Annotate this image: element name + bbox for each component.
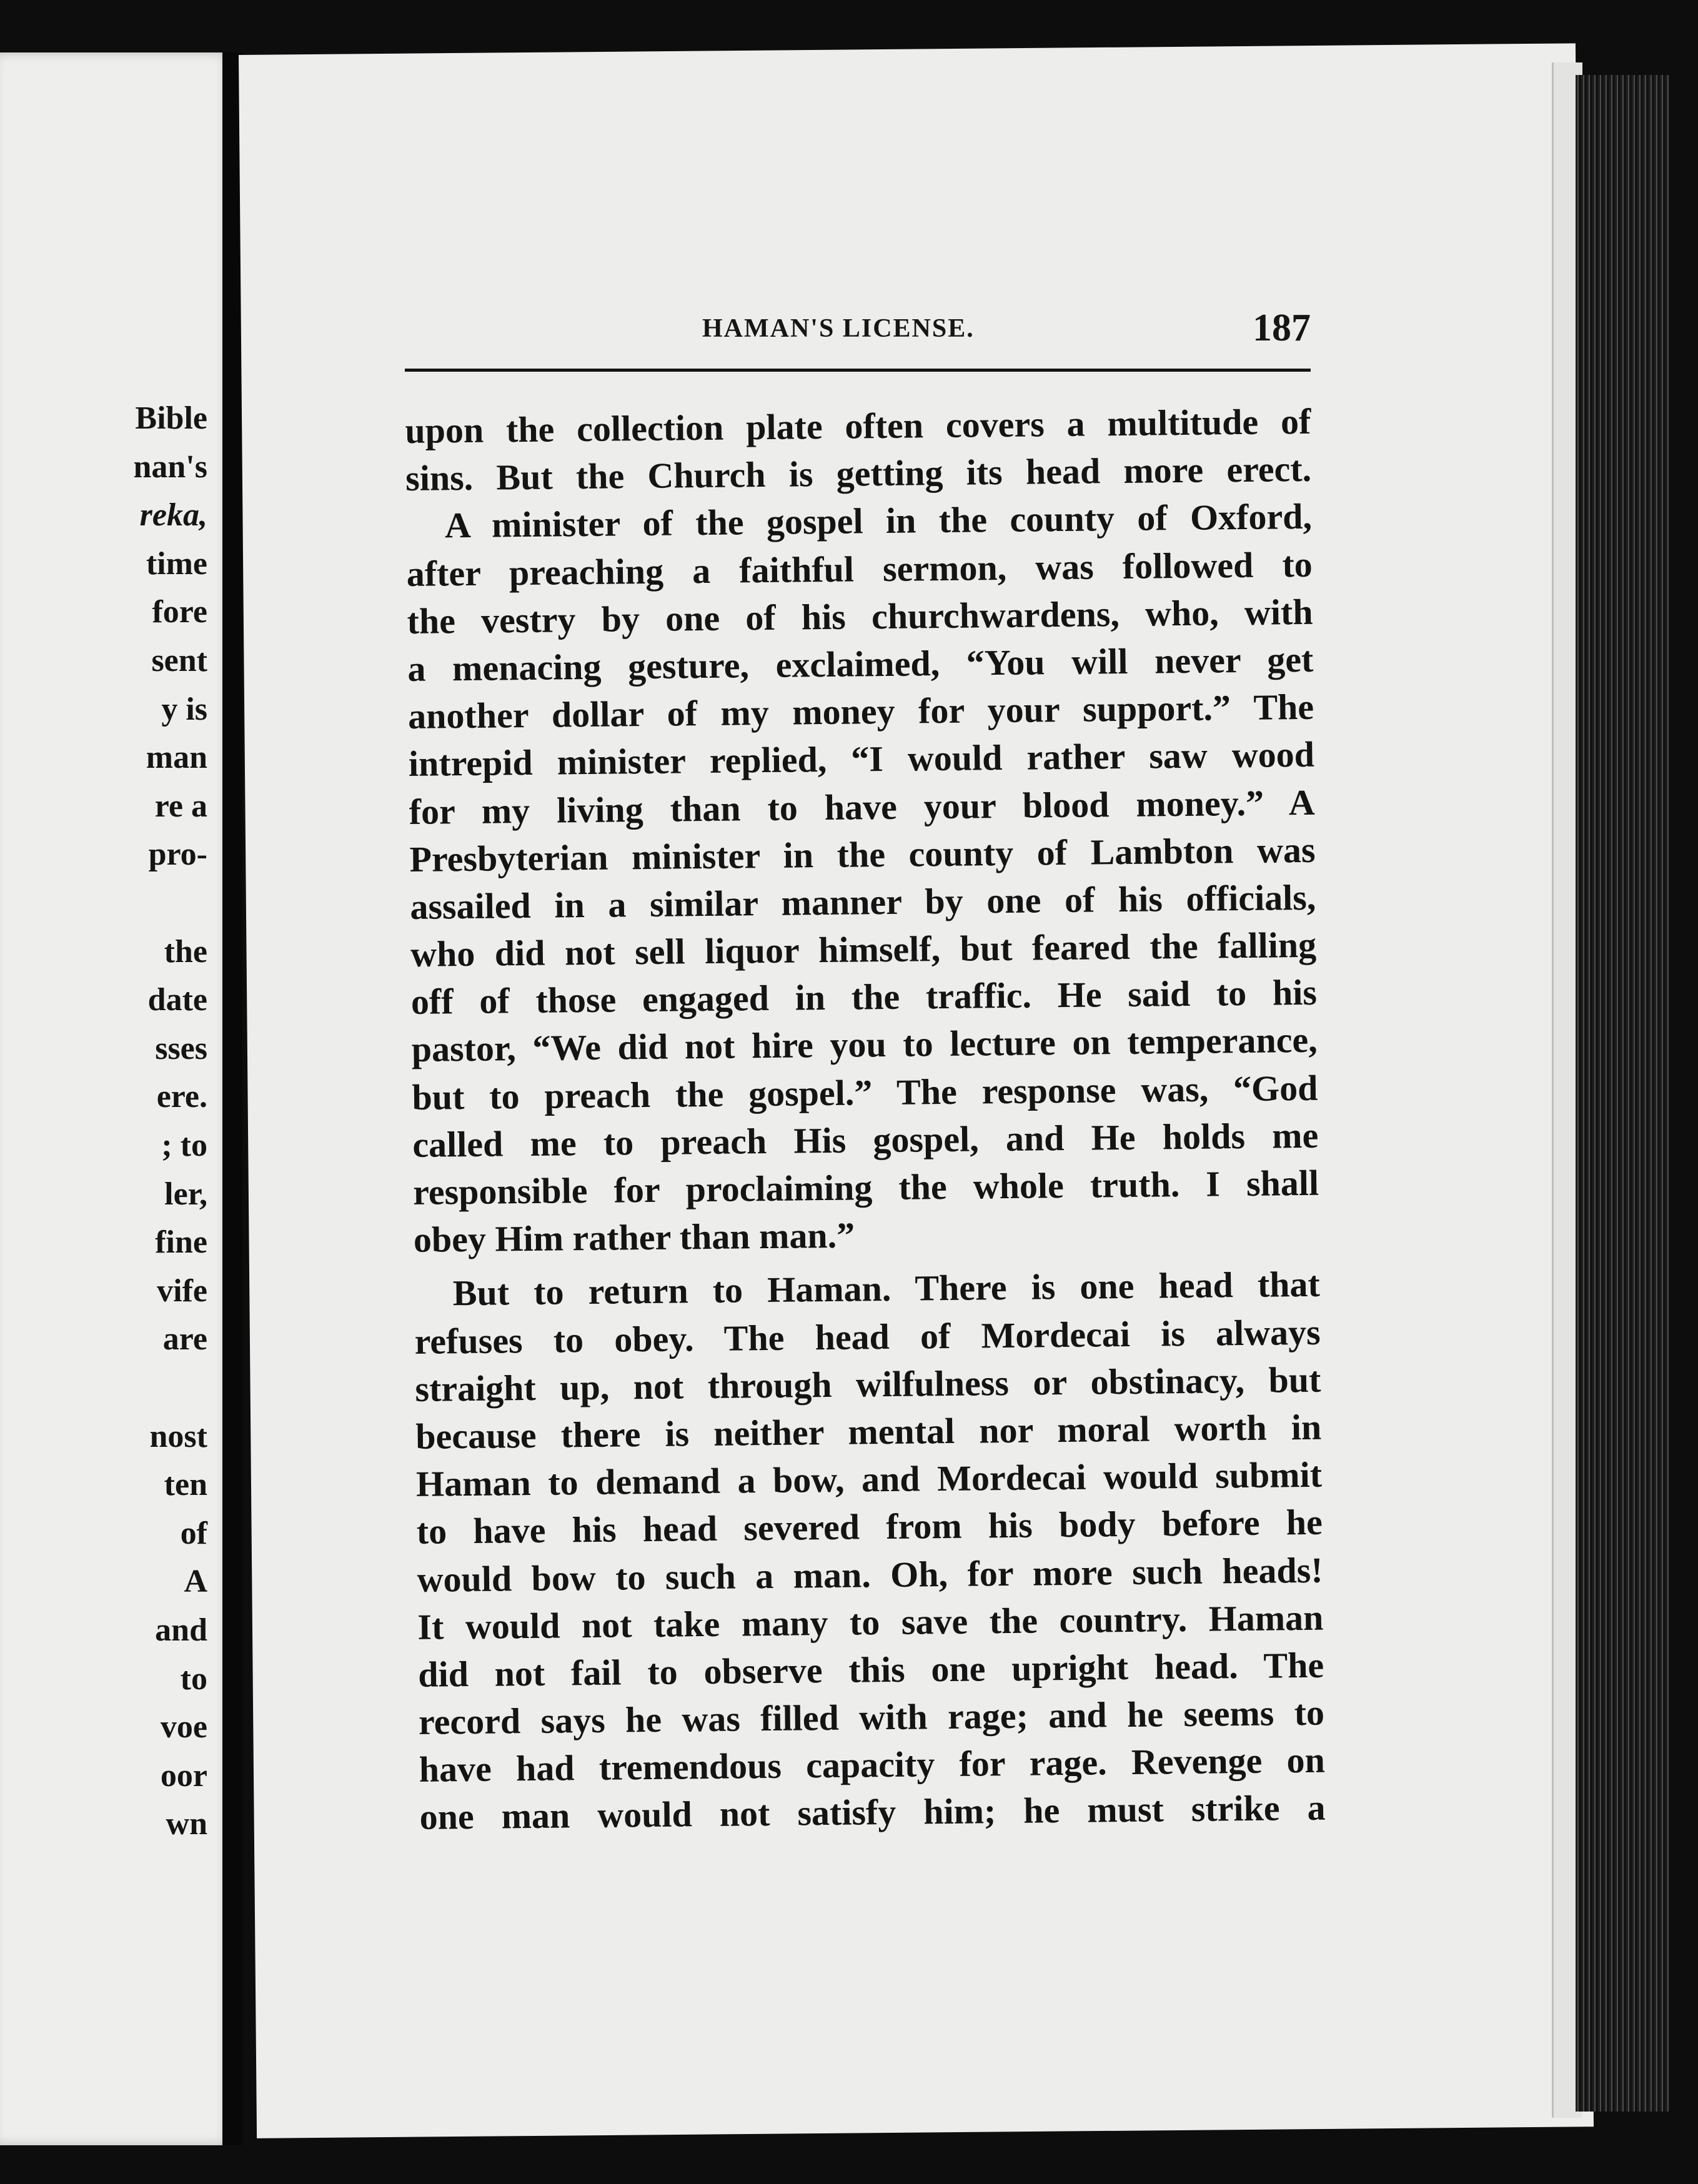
text-line: straight up, not through wilfulness or obstinacy, but [415,1359,1321,1409]
page-header [405,306,1311,394]
previous-page-line: sent [151,643,207,678]
previous-page-line: fine [155,1224,207,1261]
previous-page-line: Bible [135,400,207,436]
text-line: responsible for proclaiming the whole truth. I shall [412,1162,1319,1213]
previous-page-line: pro- [148,836,207,873]
previous-page-line: man [146,740,207,776]
previous-page-line: y is [161,691,207,727]
previous-page-line: the [164,933,207,970]
previous-page-line: oor [160,1757,207,1794]
previous-page-line: date [147,982,207,1018]
previous-page-line: ; to [161,1128,207,1163]
previous-page-line: ler, [164,1176,207,1212]
previous-page-line: to [180,1660,207,1697]
page-body [405,398,1326,1842]
text-line: intrepid minister replied, “I would rather saw wood [408,734,1315,785]
text-line: obey Him rather than man.” [413,1214,855,1261]
text-line: the vestry by one of his churchwardens, who, with [407,591,1313,642]
text-line: off of those engaged in the traffic. He said to his [410,972,1318,1023]
text-line: Presbyterian minister in the county of Lambton was [409,829,1316,880]
text-line: a menacing gesture, exclaimed, “You will never get [407,638,1314,689]
previous-page-line: of [180,1515,207,1551]
text-line: A minister of the gospel in the county of Oxford, [444,496,1313,546]
text-line: because there is neither mental nor moral worth in [415,1406,1322,1457]
text-line: Haman to demand a bow, and Mordecai would submit [415,1454,1323,1505]
text-line: who did not sell liquor himself, but feared the falling [410,924,1317,975]
previous-page-line: vife [157,1273,207,1309]
text-line: to have his head severed from his body before he [416,1502,1323,1552]
previous-page-line: nan's [133,449,207,485]
previous-page-line: and [155,1612,207,1648]
page-stack-edge [1576,75,1669,2112]
text-line: would bow to such a man. Oh, for more such heads! [417,1549,1323,1600]
previous-page-line: reka, [139,497,207,534]
previous-page-line: ten [164,1467,207,1503]
book-gutter [222,52,242,2145]
previous-page-line: ere. [156,1079,207,1115]
header-rule [405,369,1311,372]
previous-page-line: A [184,1564,207,1600]
text-line: record says he was filled with rage; and he seems to [418,1692,1325,1742]
running-head: HAMAN'S LICENSE. [702,314,975,343]
previous-page-line: are [162,1321,207,1358]
previous-page-line: wn [166,1806,207,1842]
text-line: another dollar of my money for your support.” The [407,686,1314,737]
previous-page-line: sses [155,1030,207,1066]
text-line: have had tremendous capacity for rage. Revenge on [419,1739,1326,1790]
text-line: upon the collection plate often covers a multitude of [405,400,1311,451]
previous-page-line: voe [160,1709,207,1745]
previous-page-line: nost [149,1418,207,1454]
paragraph-1 [405,398,1312,503]
previous-page-line: fore [152,594,207,630]
paragraph-3 [414,1261,1325,1841]
text-line: assailed in a similar manner by one of his officials, [410,876,1316,927]
text-line: It would not take many to save the country. Haman [417,1597,1324,1647]
previous-page-line: time [146,545,207,582]
previous-page-line: re a [154,788,207,824]
text-line: pastor, “We did not hire you to lecture on temperance, [411,1020,1318,1070]
text-line: for my living than to have your blood money.” A [409,782,1316,832]
text-line: did not fail to observe this one upright head. The [417,1644,1324,1695]
text-line: after preaching a faithful sermon, was followed to [406,544,1313,594]
previous-page [0,52,232,2145]
text-line: But to return to Haman. There is one head that [452,1264,1321,1314]
text-line: called me to preach His gospel, and He holds me [412,1114,1319,1165]
text-line: but to preach the gospel.” The response was, “God [412,1067,1318,1118]
paragraph-2 [406,493,1320,1264]
page-number: 187 [1253,307,1311,349]
text-line: one man would not satisfy him; he must strike a [419,1787,1326,1838]
text-line: sins. But the Church is getting its head more erect. [405,448,1312,499]
text-line: refuses to obey. The head of Mordecai is always [414,1311,1321,1362]
